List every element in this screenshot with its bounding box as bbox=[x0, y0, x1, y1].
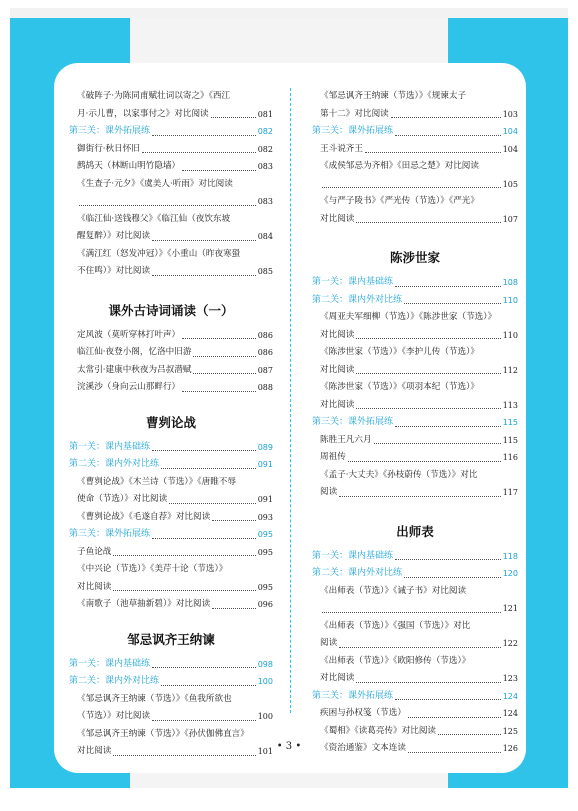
leader-dots bbox=[79, 205, 256, 206]
leader-dots bbox=[152, 450, 256, 451]
toc-page-number: 093 bbox=[257, 512, 273, 522]
leader-dots bbox=[356, 373, 500, 374]
toc-entry-title: 第一关：课内基础练 bbox=[69, 658, 151, 669]
toc-entry-title: 《资治通鉴》文本连读 bbox=[320, 743, 406, 753]
leader-dots bbox=[113, 755, 255, 756]
leader-dots bbox=[152, 135, 256, 136]
toc-entry-title: 第二关：课内外对比练 bbox=[312, 568, 403, 578]
leader-dots bbox=[408, 717, 501, 718]
toc-entry-title: 临江仙·夜登小阁，忆洛中旧游 bbox=[77, 347, 192, 357]
toc-entry bbox=[312, 158, 518, 176]
toc-entry-title: 第三关：课外拓展练 bbox=[312, 690, 394, 701]
leader-dots bbox=[395, 699, 501, 700]
toc-entry bbox=[312, 176, 518, 194]
toc-entry bbox=[312, 670, 518, 688]
leader-dots bbox=[142, 152, 256, 153]
toc-entry bbox=[69, 327, 273, 345]
toc-page-number: 095 bbox=[257, 547, 273, 557]
toc-page-number: 087 bbox=[257, 365, 273, 375]
toc-entry-title: 《周亚夫军细柳（节选）》《陈涉世家（节选）》 bbox=[320, 312, 497, 322]
toc-entry bbox=[69, 379, 273, 397]
leader-dots bbox=[152, 720, 256, 721]
toc-section-level bbox=[312, 123, 518, 141]
toc-entry bbox=[312, 635, 518, 653]
toc-entry bbox=[69, 509, 273, 527]
leader-dots bbox=[152, 240, 256, 241]
toc-entry-title: 《邹忌讽齐王纳谏（节选）》《鱼我所欲也 bbox=[77, 693, 232, 704]
leader-dots bbox=[438, 734, 501, 735]
left-column bbox=[69, 88, 273, 761]
toc-block bbox=[312, 548, 518, 758]
leader-dots bbox=[339, 496, 501, 497]
toc-entry bbox=[69, 544, 273, 562]
toc-section-level bbox=[312, 565, 518, 583]
toc-page-number: 104 bbox=[502, 127, 518, 136]
toc-entry bbox=[312, 88, 518, 106]
section-heading: 陈涉世家 bbox=[389, 250, 440, 265]
toc-entry-title: 定风波（莫听穿林打叶声） bbox=[77, 329, 181, 340]
toc-entry bbox=[69, 691, 273, 709]
leader-dots bbox=[182, 391, 256, 392]
leader-dots bbox=[356, 222, 500, 223]
toc-entry-title: 对比阅读 bbox=[320, 364, 355, 375]
toc-block bbox=[312, 274, 518, 502]
toc-entry-title: 周祖传 bbox=[320, 452, 346, 462]
toc-entry-title: 《临江仙·送钱穆父》《临江仙（夜饮东坡 bbox=[77, 213, 231, 224]
toc-entry bbox=[69, 228, 273, 246]
toc-entry-title: 《中兴论（节选）》《美芹十论（节选）》 bbox=[77, 564, 228, 574]
toc-entry bbox=[312, 379, 518, 397]
toc-entry-title: 《出师表（节选）》《诫子书》对比阅读 bbox=[320, 585, 467, 596]
toc-entry-title: 御街行·秋日怀旧 bbox=[77, 143, 140, 154]
toc-entry-title: 对比阅读 bbox=[77, 581, 112, 592]
leader-dots bbox=[356, 338, 500, 339]
leader-dots bbox=[211, 117, 256, 118]
toc-page-number: 126 bbox=[502, 744, 518, 753]
toc-page-number: 091 bbox=[257, 495, 273, 504]
leader-dots bbox=[374, 443, 501, 444]
toc-entry bbox=[312, 432, 518, 450]
leader-dots bbox=[356, 408, 500, 409]
toc-entry bbox=[69, 561, 273, 579]
toc-entry-title: 对比阅读 bbox=[320, 213, 355, 224]
toc-entry-title: 对比阅读 bbox=[320, 399, 355, 410]
toc-entry-title: 醒复醉）》对比阅读 bbox=[77, 231, 151, 241]
page-number: • 3 • bbox=[276, 741, 302, 752]
toc-page-number: 101 bbox=[257, 747, 273, 756]
toc-section-level bbox=[312, 274, 518, 292]
toc-entry bbox=[69, 141, 273, 159]
toc-entry bbox=[312, 362, 518, 380]
toc-entry bbox=[312, 467, 518, 485]
toc-entry bbox=[69, 193, 273, 211]
toc-entry bbox=[312, 484, 518, 502]
leader-dots bbox=[322, 612, 501, 613]
toc-section-level bbox=[312, 548, 518, 566]
toc-page-number: 112 bbox=[502, 365, 518, 375]
toc-entry bbox=[69, 158, 273, 176]
toc-entry-title: 陈胜王凡六月 bbox=[320, 434, 372, 445]
toc-entry-title: 《孟子·大丈夫》《孙枝蔚传（节选）》对比 bbox=[320, 469, 478, 480]
leader-dots bbox=[193, 356, 255, 357]
toc-page-number: 100 bbox=[257, 677, 273, 686]
toc-entry-title: 《破阵子·为陈同甫赋壮词以寄之》《西江 bbox=[77, 91, 231, 101]
toc-page-number: 115 bbox=[502, 435, 518, 445]
toc-page-number: 107 bbox=[502, 214, 518, 224]
toc-entry bbox=[69, 491, 273, 509]
toc-entry-title: 第三关：课外拓展练 bbox=[69, 529, 151, 539]
toc-page-number: 125 bbox=[502, 726, 518, 736]
toc-section-level bbox=[312, 688, 518, 706]
leader-dots bbox=[395, 559, 501, 560]
toc-entry bbox=[69, 474, 273, 492]
leader-dots bbox=[152, 538, 256, 539]
toc-entry-title: 第三关：课外拓展练 bbox=[69, 126, 151, 136]
toc-entry-title: 对比阅读 bbox=[320, 329, 355, 340]
toc-section-level bbox=[312, 292, 518, 310]
toc-entry-title: 阅读 bbox=[320, 487, 338, 497]
toc-entry bbox=[69, 362, 273, 380]
toc-entry bbox=[69, 106, 273, 124]
toc-entry-title: 月·示儿曹，以家事付之》对比阅读 bbox=[77, 108, 209, 119]
toc-entry-title: 第一关：课内基础练 bbox=[69, 441, 151, 452]
toc-page-number: 091 bbox=[257, 460, 273, 469]
toc-section-level bbox=[69, 439, 273, 457]
right-column bbox=[312, 88, 518, 758]
leader-dots bbox=[113, 555, 255, 556]
leader-dots bbox=[212, 520, 256, 521]
toc-page-number: 118 bbox=[502, 551, 518, 561]
column-divider bbox=[290, 88, 291, 713]
toc-entry bbox=[69, 246, 273, 264]
leader-dots bbox=[152, 667, 256, 668]
toc-entry bbox=[312, 211, 518, 229]
toc-entry-title: 《邹忌讽齐王纳谏（节选）》《孙伏伽佛直言》 bbox=[77, 728, 249, 739]
leader-dots bbox=[182, 170, 256, 171]
toc-entry bbox=[69, 579, 273, 597]
toc-entry-title: 阅读 bbox=[320, 638, 338, 648]
toc-page-number: 104 bbox=[502, 144, 518, 154]
toc-block bbox=[312, 88, 518, 228]
toc-page-number: 115 bbox=[502, 418, 518, 427]
toc-page-number: 116 bbox=[502, 453, 518, 462]
section-heading: 曹刿论战 bbox=[145, 414, 196, 430]
toc-entry bbox=[312, 141, 518, 159]
toc-entry-title: 对比阅读 bbox=[77, 746, 112, 756]
leader-dots bbox=[322, 187, 501, 188]
leader-dots bbox=[113, 590, 255, 591]
toc-entry-title: 《出师表（节选）》《欧阳修传（节选）》 bbox=[320, 655, 471, 666]
toc-page-number: 088 bbox=[257, 383, 273, 392]
toc-entry bbox=[312, 705, 518, 723]
toc-entry bbox=[312, 397, 518, 415]
toc-entry-title: 第三关：课外拓展练 bbox=[312, 126, 394, 136]
leader-dots bbox=[182, 338, 256, 339]
toc-entry-title: 鹧鸪天（林断山明竹隐墙） bbox=[77, 161, 181, 171]
toc-page-number: 084 bbox=[257, 232, 273, 241]
toc-section-level bbox=[69, 526, 273, 544]
toc-entry-title: 《曹刿论战》《木兰诗（节选）》《唐睢不辱 bbox=[77, 476, 236, 487]
toc-entry bbox=[69, 263, 273, 281]
toc-page-number: 082 bbox=[257, 144, 273, 154]
toc-entry-title: （节选）》对比阅读 bbox=[77, 711, 151, 721]
toc-entry bbox=[69, 211, 273, 229]
toc-entry-title: 《出师表（节选）》《强国（节选）》对比 bbox=[320, 620, 471, 631]
toc-entry bbox=[312, 309, 518, 327]
toc-entry bbox=[312, 618, 518, 636]
toc-entry bbox=[69, 88, 273, 106]
toc-entry bbox=[312, 344, 518, 362]
toc-page-number: 124 bbox=[502, 691, 518, 701]
toc-entry-title: 太常引·建康中秋夜为吕叔潜赋 bbox=[77, 364, 192, 375]
leader-dots bbox=[339, 647, 501, 648]
toc-entry-title: 王斗说齐王 bbox=[320, 143, 363, 154]
toc-page-number: 124 bbox=[502, 709, 518, 718]
leader-dots bbox=[161, 468, 256, 469]
toc-entry bbox=[69, 344, 273, 362]
toc-entry bbox=[312, 327, 518, 345]
toc-entry-title: 第三关：课外拓展练 bbox=[312, 417, 394, 427]
toc-page-number: 113 bbox=[502, 400, 518, 410]
toc-page-number: 110 bbox=[502, 295, 518, 305]
toc-entry bbox=[312, 583, 518, 601]
toc-page-number: 095 bbox=[257, 582, 273, 592]
toc-entry-title: 《陈涉世家（节选）》《项羽本纪（节选）》 bbox=[320, 382, 479, 392]
toc-page-number: 086 bbox=[257, 330, 273, 340]
toc-page-number: 089 bbox=[257, 442, 273, 452]
leader-dots bbox=[152, 275, 256, 276]
toc-entry bbox=[69, 176, 273, 194]
toc-entry-title: 使命（节选）》对比阅读 bbox=[77, 494, 168, 504]
leader-dots bbox=[395, 135, 501, 136]
toc-page-number: 123 bbox=[502, 674, 518, 683]
toc-page-number: 085 bbox=[257, 267, 273, 276]
toc-page-number: 120 bbox=[502, 569, 518, 578]
toc-entry bbox=[312, 723, 518, 741]
toc-entry-title: 《曹刿论战》《毛遂自荐》对比阅读 bbox=[77, 511, 211, 522]
toc-entry bbox=[312, 193, 518, 211]
toc-entry-title: 第二关：课内外对比练 bbox=[69, 676, 160, 686]
toc-entry-title: 《邹忌讽齐王纳谏（节选）》《规谏太子 bbox=[320, 91, 467, 101]
toc-page-number: 122 bbox=[502, 639, 518, 648]
leader-dots bbox=[169, 503, 255, 504]
toc-page-number: 081 bbox=[257, 109, 273, 119]
toc-page-number: 117 bbox=[502, 488, 518, 497]
toc-entry-title: 第一关：课内基础练 bbox=[312, 277, 394, 287]
toc-entry bbox=[312, 106, 518, 124]
toc-entry-title: 《与严子陵书》《严光传（节选）》《严光》 bbox=[320, 196, 479, 206]
toc-page-number: 110 bbox=[502, 330, 518, 340]
toc-entry-title: 《成侯邹忌为齐相》《田忌之楚》对比阅读 bbox=[320, 161, 479, 171]
toc-entry bbox=[312, 600, 518, 618]
toc-page-number: 103 bbox=[502, 109, 518, 119]
toc-entry bbox=[312, 653, 518, 671]
toc-block bbox=[69, 439, 273, 614]
toc-entry-title: 《南歌子（池草抽新碧）》对比阅读 bbox=[77, 599, 211, 609]
toc-section-level bbox=[69, 673, 273, 691]
toc-entry-title: 第二关：课内外对比练 bbox=[69, 459, 160, 469]
toc-page-number: 098 bbox=[257, 659, 273, 669]
toc-page-number: 095 bbox=[257, 530, 273, 539]
toc-entry-title: 浣溪沙（身向云山那畔行） bbox=[77, 382, 181, 392]
toc-entry-title: 疾困与孙权笺（节选） bbox=[320, 708, 406, 718]
toc-entry-title: 不住鸣）》对比阅读 bbox=[77, 266, 151, 276]
leader-dots bbox=[161, 685, 256, 686]
toc-page-number: 083 bbox=[257, 162, 273, 171]
leader-dots bbox=[356, 682, 500, 683]
toc-page-number: 108 bbox=[502, 278, 518, 287]
toc-section-level bbox=[69, 656, 273, 674]
leader-dots bbox=[212, 608, 256, 609]
toc-page-number: 086 bbox=[257, 348, 273, 357]
toc-page-number: 096 bbox=[257, 600, 273, 609]
leader-dots bbox=[404, 303, 501, 304]
toc-block bbox=[69, 88, 273, 281]
toc-section-level bbox=[69, 456, 273, 474]
leader-dots bbox=[395, 286, 501, 287]
toc-section-level bbox=[69, 123, 273, 141]
section-heading: 课外古诗词诵读（一） bbox=[108, 302, 234, 318]
toc-entry-title: 《满江红（怒发冲冠）》《小重山（昨夜寒蛩 bbox=[77, 248, 241, 259]
section-heading: 邹忌讽齐王纳谏 bbox=[127, 631, 215, 647]
toc-entry-title: 对比阅读 bbox=[320, 673, 355, 683]
toc-page-number: 100 bbox=[257, 712, 273, 721]
toc-page-number: 121 bbox=[502, 604, 518, 613]
toc-page-number: 105 bbox=[502, 179, 518, 189]
toc-entry bbox=[69, 708, 273, 726]
toc-entry-title: 《陈涉世家（节选）》《李护儿传（节选）》 bbox=[320, 347, 479, 357]
toc-entry-title: 《生查子·元夕》《虞美人·听雨》对比阅读 bbox=[77, 178, 233, 189]
leader-dots bbox=[391, 117, 501, 118]
leader-dots bbox=[404, 577, 501, 578]
toc-entry-title: 第二关：课内外对比练 bbox=[312, 294, 403, 305]
toc-entry bbox=[312, 449, 518, 467]
toc-entry-title: 第十二》对比阅读 bbox=[320, 108, 389, 119]
toc-page-number: 082 bbox=[257, 127, 273, 136]
toc-entry bbox=[69, 596, 273, 614]
section-heading: 出师表 bbox=[396, 523, 434, 539]
toc-entry-title: 《蜀相》《读葛亮传》对比阅读 bbox=[320, 725, 437, 736]
toc-entry-title: 第一关：课内基础练 bbox=[312, 550, 394, 561]
leader-dots bbox=[365, 152, 501, 153]
toc-page-number: 083 bbox=[257, 197, 273, 206]
leader-dots bbox=[193, 373, 255, 374]
toc-entry-title: 子鱼论战 bbox=[77, 546, 112, 557]
toc-section-level bbox=[312, 414, 518, 432]
toc-block bbox=[69, 327, 273, 397]
leader-dots bbox=[348, 461, 501, 462]
leader-dots bbox=[395, 426, 501, 427]
